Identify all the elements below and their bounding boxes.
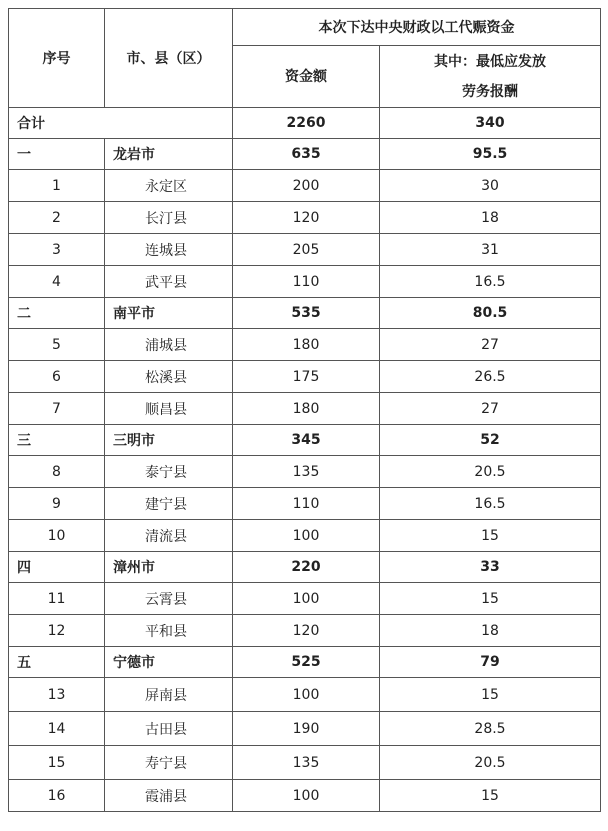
header-wage xyxy=(380,46,601,108)
row-wage: 28.5 xyxy=(380,712,601,746)
header-wage-line2: 劳务报酬 xyxy=(462,83,518,100)
row-county-name: 武平县 xyxy=(105,266,233,298)
row-wage: 16.5 xyxy=(380,488,601,520)
row-index: 1 xyxy=(9,170,105,202)
group-amount: 525 xyxy=(233,647,380,678)
row-wage: 18 xyxy=(380,202,601,234)
table-row xyxy=(9,170,601,202)
table-row xyxy=(9,266,601,298)
row-county-name: 松溪县 xyxy=(105,361,233,393)
table-row xyxy=(9,456,601,488)
table-row xyxy=(9,746,601,780)
table-row xyxy=(9,202,601,234)
table-row xyxy=(9,329,601,361)
total-row xyxy=(9,108,601,139)
row-index: 10 xyxy=(9,520,105,552)
row-wage: 31 xyxy=(380,234,601,266)
row-county-name: 清流县 xyxy=(105,520,233,552)
row-amount: 120 xyxy=(233,202,380,234)
row-county-name: 连城县 xyxy=(105,234,233,266)
group-city-name: 南平市 xyxy=(105,298,233,329)
header-wage-line1: 其中：最低应发放 xyxy=(434,53,546,70)
row-index: 5 xyxy=(9,329,105,361)
row-index: 7 xyxy=(9,393,105,425)
row-index: 9 xyxy=(9,488,105,520)
row-wage: 15 xyxy=(380,678,601,712)
header-region: 市、县（区） xyxy=(105,9,233,108)
row-index: 4 xyxy=(9,266,105,298)
row-county-name: 顺昌县 xyxy=(105,393,233,425)
row-index: 3 xyxy=(9,234,105,266)
group-city-name: 宁德市 xyxy=(105,647,233,678)
row-wage: 18 xyxy=(380,615,601,647)
table-row xyxy=(9,583,601,615)
header-fund-group: 本次下达中央财政以工代赈资金 xyxy=(233,9,601,46)
row-amount: 180 xyxy=(233,329,380,361)
row-index: 13 xyxy=(9,678,105,712)
table-row xyxy=(9,234,601,266)
group-row xyxy=(9,647,601,678)
group-row xyxy=(9,139,601,170)
row-amount: 190 xyxy=(233,712,380,746)
row-county-name: 古田县 xyxy=(105,712,233,746)
total-amount: 2260 xyxy=(233,108,380,139)
row-amount: 110 xyxy=(233,266,380,298)
row-amount: 135 xyxy=(233,746,380,780)
header-row-top xyxy=(9,9,601,46)
group-amount: 345 xyxy=(233,425,380,456)
allocation-table-container xyxy=(8,8,601,812)
table-row xyxy=(9,780,601,812)
group-amount: 220 xyxy=(233,552,380,583)
row-county-name: 霞浦县 xyxy=(105,780,233,812)
table-body xyxy=(9,108,601,812)
row-wage: 16.5 xyxy=(380,266,601,298)
row-wage: 20.5 xyxy=(380,456,601,488)
group-row xyxy=(9,298,601,329)
row-county-name: 云霄县 xyxy=(105,583,233,615)
row-amount: 100 xyxy=(233,678,380,712)
table-row xyxy=(9,615,601,647)
table-row xyxy=(9,361,601,393)
row-wage: 26.5 xyxy=(380,361,601,393)
row-wage: 27 xyxy=(380,393,601,425)
table-row xyxy=(9,712,601,746)
row-county-name: 屏南县 xyxy=(105,678,233,712)
row-county-name: 建宁县 xyxy=(105,488,233,520)
row-wage: 15 xyxy=(380,583,601,615)
row-index: 6 xyxy=(9,361,105,393)
allocation-table xyxy=(8,8,601,812)
group-amount: 635 xyxy=(233,139,380,170)
row-amount: 175 xyxy=(233,361,380,393)
row-wage: 27 xyxy=(380,329,601,361)
row-amount: 120 xyxy=(233,615,380,647)
row-amount: 100 xyxy=(233,583,380,615)
row-wage: 15 xyxy=(380,780,601,812)
group-amount: 535 xyxy=(233,298,380,329)
group-index: 一 xyxy=(9,139,105,170)
group-wage: 33 xyxy=(380,552,601,583)
row-amount: 135 xyxy=(233,456,380,488)
row-county-name: 长汀县 xyxy=(105,202,233,234)
row-wage: 30 xyxy=(380,170,601,202)
header-amount: 资金额 xyxy=(233,46,380,108)
table-row xyxy=(9,488,601,520)
group-wage: 79 xyxy=(380,647,601,678)
row-index: 14 xyxy=(9,712,105,746)
row-amount: 200 xyxy=(233,170,380,202)
row-county-name: 永定区 xyxy=(105,170,233,202)
row-amount: 110 xyxy=(233,488,380,520)
row-index: 12 xyxy=(9,615,105,647)
row-amount: 205 xyxy=(233,234,380,266)
table-row xyxy=(9,520,601,552)
row-amount: 100 xyxy=(233,520,380,552)
row-index: 11 xyxy=(9,583,105,615)
total-wage: 340 xyxy=(380,108,601,139)
row-amount: 100 xyxy=(233,780,380,812)
group-wage: 52 xyxy=(380,425,601,456)
group-row xyxy=(9,425,601,456)
row-wage: 20.5 xyxy=(380,746,601,780)
row-index: 2 xyxy=(9,202,105,234)
total-label: 合计 xyxy=(9,108,233,139)
row-index: 8 xyxy=(9,456,105,488)
row-wage: 15 xyxy=(380,520,601,552)
table-row xyxy=(9,678,601,712)
row-county-name: 寿宁县 xyxy=(105,746,233,780)
group-wage: 80.5 xyxy=(380,298,601,329)
row-county-name: 浦城县 xyxy=(105,329,233,361)
group-city-name: 三明市 xyxy=(105,425,233,456)
group-index: 三 xyxy=(9,425,105,456)
group-city-name: 龙岩市 xyxy=(105,139,233,170)
header-index: 序号 xyxy=(9,9,105,108)
row-index: 16 xyxy=(9,780,105,812)
table-row xyxy=(9,393,601,425)
group-city-name: 漳州市 xyxy=(105,552,233,583)
group-index: 四 xyxy=(9,552,105,583)
table-header xyxy=(9,9,601,108)
group-row xyxy=(9,552,601,583)
row-amount: 180 xyxy=(233,393,380,425)
row-index: 15 xyxy=(9,746,105,780)
row-county-name: 泰宁县 xyxy=(105,456,233,488)
row-county-name: 平和县 xyxy=(105,615,233,647)
group-index: 二 xyxy=(9,298,105,329)
group-wage: 95.5 xyxy=(380,139,601,170)
group-index: 五 xyxy=(9,647,105,678)
